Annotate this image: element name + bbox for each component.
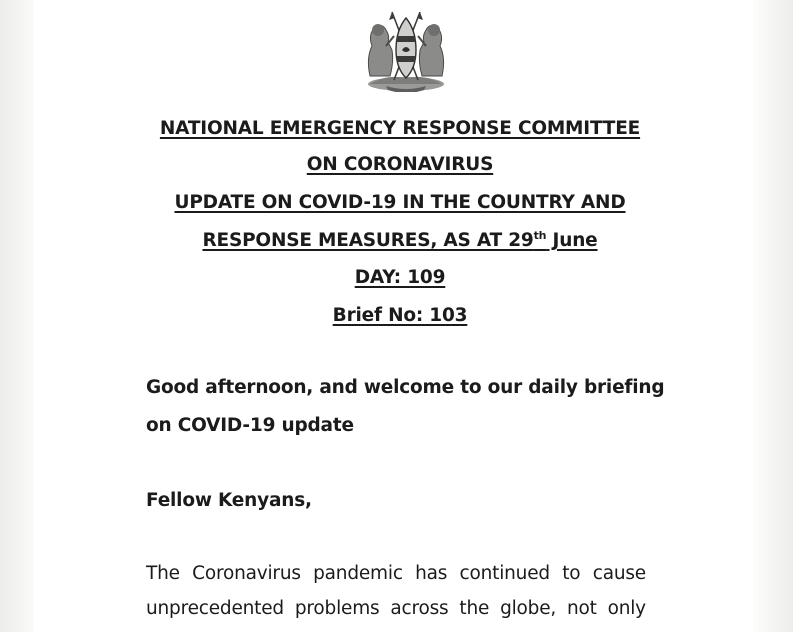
date-ordinal-suffix: th bbox=[533, 229, 547, 242]
title-line-4-prefix: RESPONSE MEASURES, AS AT 29 bbox=[202, 230, 534, 251]
title-line-3: UPDATE ON COVID-19 IN THE COUNTRY AND bbox=[174, 192, 626, 213]
word: problems bbox=[294, 598, 380, 619]
title-line-1: NATIONAL EMERGENCY RESPONSE COMMITTEE bbox=[159, 118, 641, 139]
title-line-2: ON CORONAVIRUS bbox=[306, 154, 494, 175]
word: unprecedented bbox=[146, 598, 284, 619]
word: to bbox=[562, 563, 581, 584]
word: globe, bbox=[500, 598, 557, 619]
word: cause bbox=[592, 563, 646, 584]
word: pandemic bbox=[313, 563, 403, 584]
word: only bbox=[607, 598, 646, 619]
paragraph-line-2 bbox=[146, 598, 646, 619]
word: continued bbox=[459, 563, 550, 584]
day-count: DAY: 109 bbox=[354, 267, 446, 288]
title-line-4-suffix: June bbox=[546, 230, 598, 251]
word: the bbox=[459, 598, 490, 619]
paragraph-line-1 bbox=[146, 563, 646, 584]
word: Coronavirus bbox=[192, 563, 301, 584]
word: not bbox=[566, 598, 597, 619]
greeting-line-1: Good afternoon, and welcome to our daily briefing bbox=[146, 377, 665, 398]
salutation: Fellow Kenyans, bbox=[146, 490, 312, 511]
brief-number: Brief No: 103 bbox=[332, 305, 468, 326]
word: has bbox=[415, 563, 448, 584]
page-shadow-left bbox=[0, 0, 34, 632]
kenya-coat-of-arms-icon bbox=[356, 6, 456, 92]
page-shadow-right bbox=[753, 0, 793, 632]
title-line-4 bbox=[120, 229, 680, 251]
word: across bbox=[390, 598, 449, 619]
word: The bbox=[146, 563, 180, 584]
greeting-line-2: on COVID-19 update bbox=[146, 415, 354, 436]
